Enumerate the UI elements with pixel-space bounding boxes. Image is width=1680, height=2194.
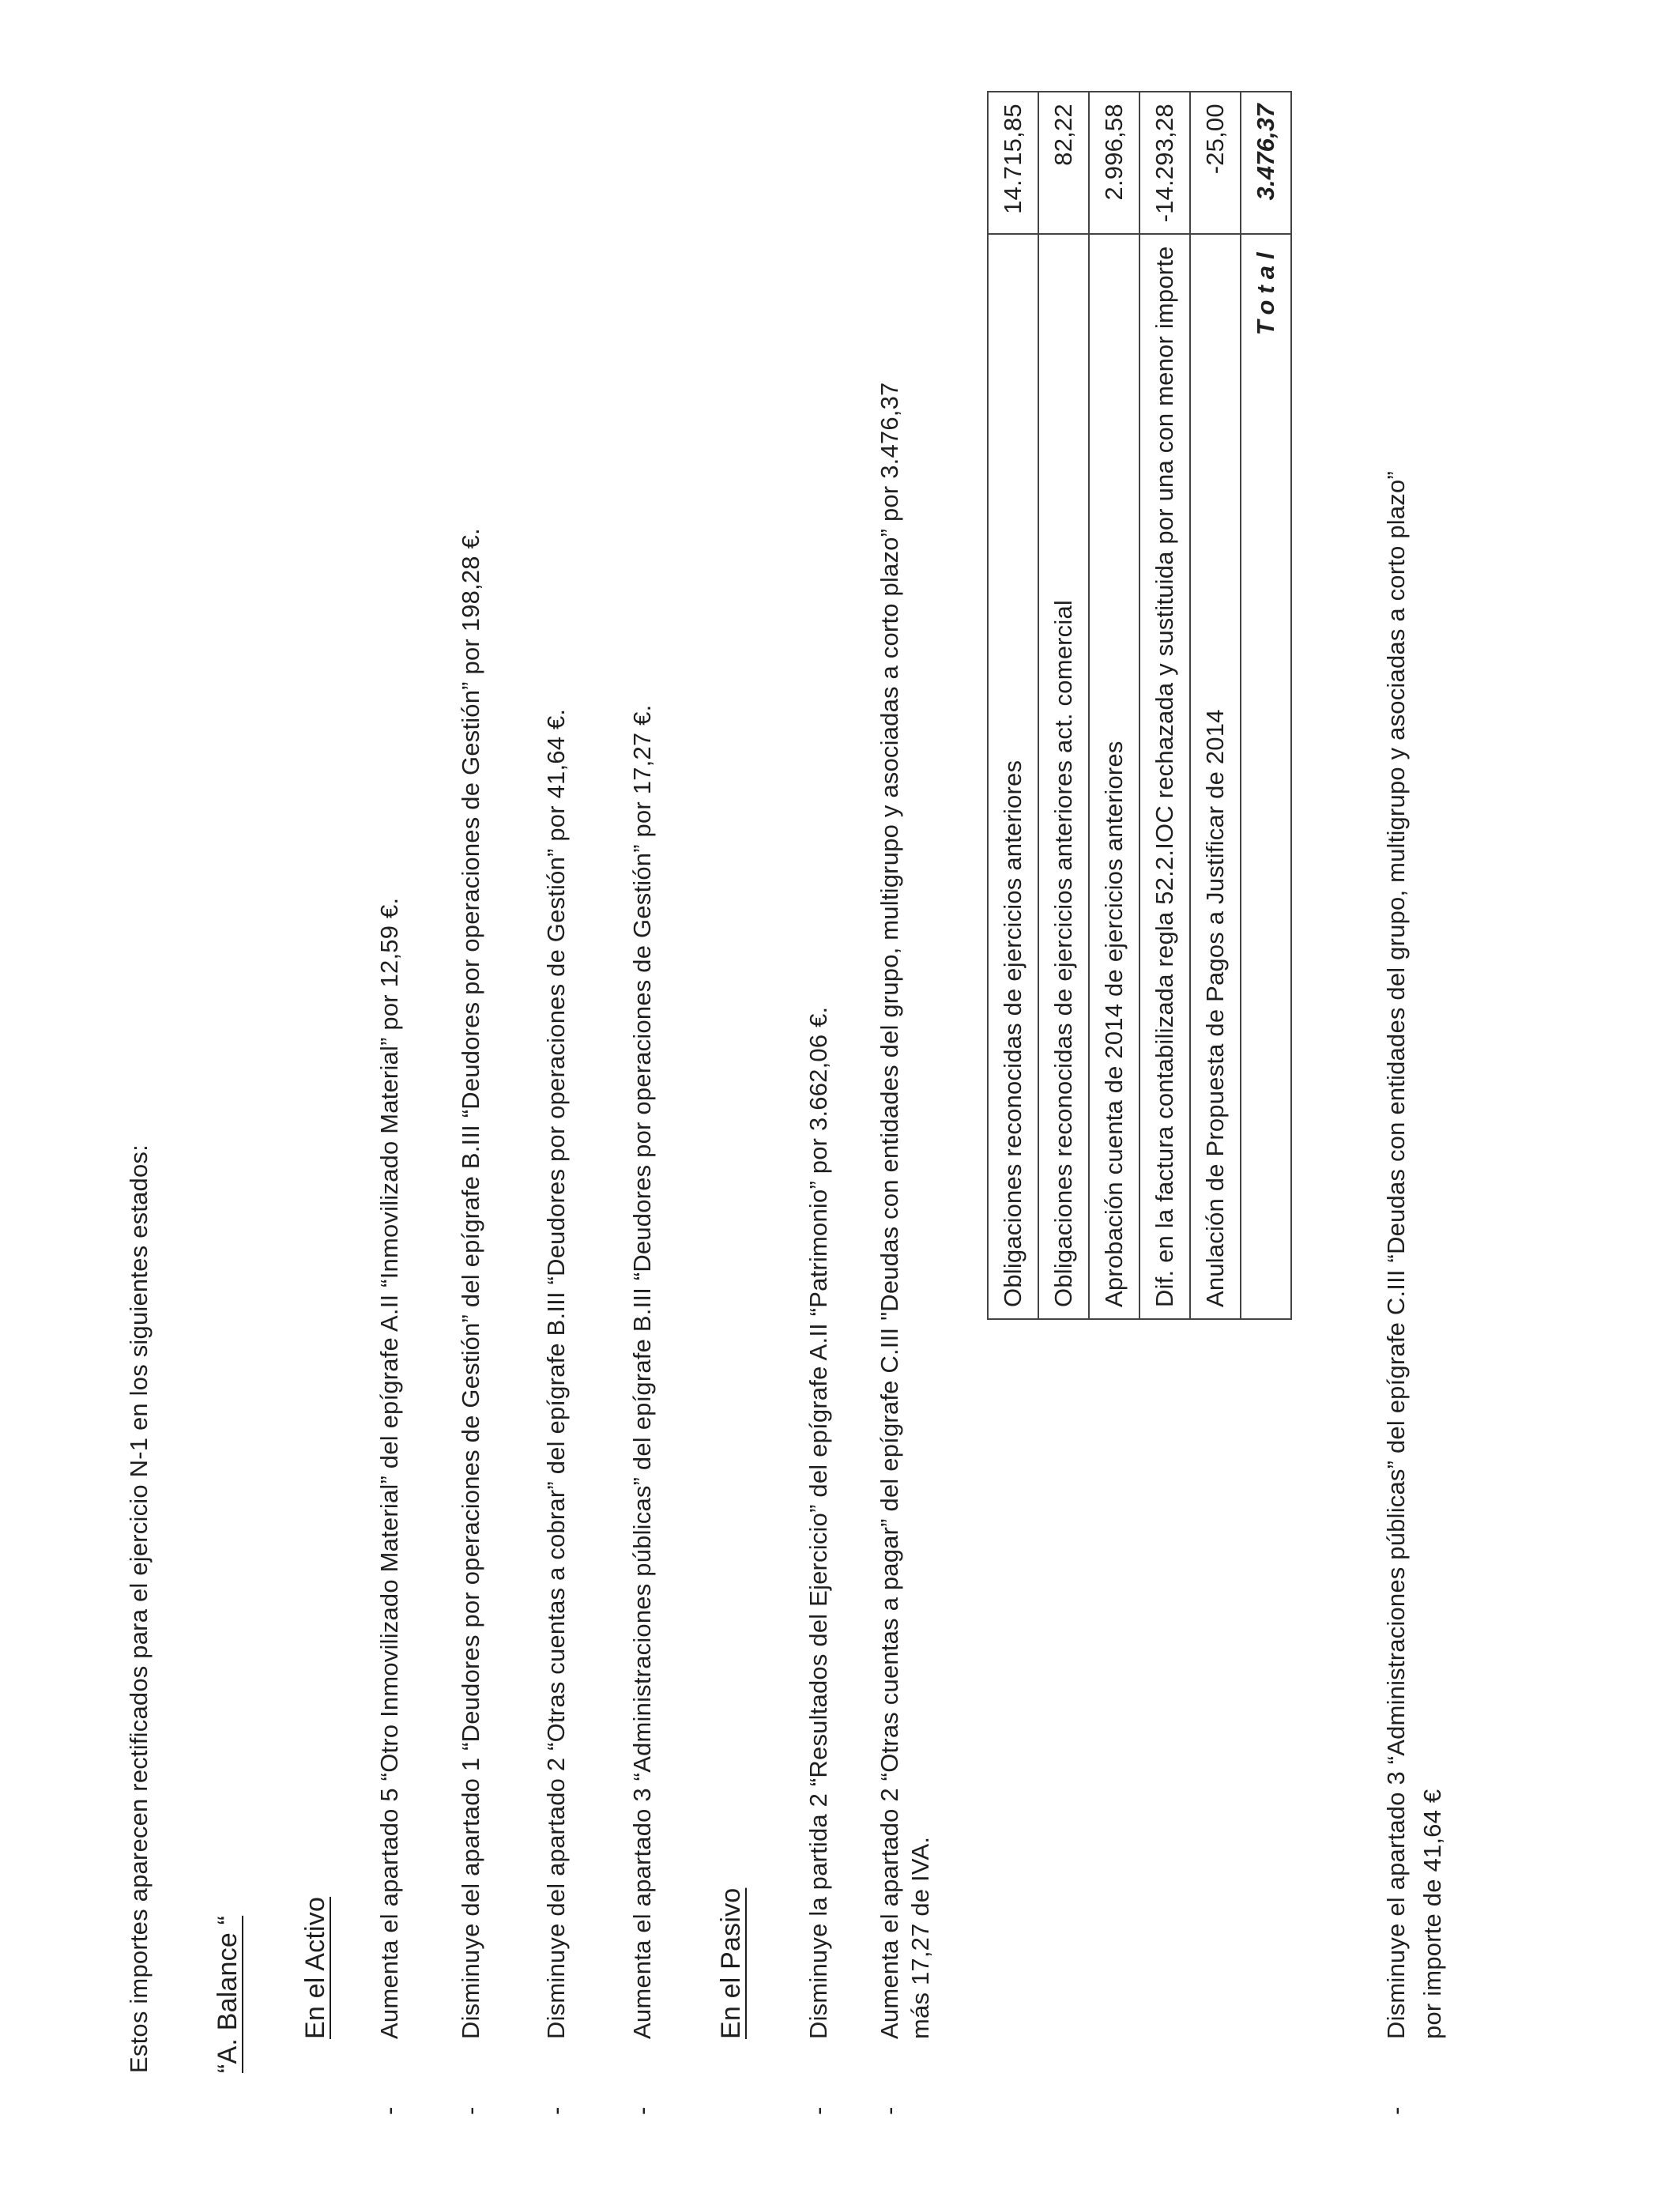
total-label: Total (1241, 234, 1291, 1319)
bullet-dash: - (542, 2106, 570, 2115)
table-row (1089, 92, 1139, 1319)
pasivo-heading: En el Pasivo (716, 1887, 746, 2039)
activo-item: Disminuye del apartado 1 “Deudores por operaciones de Gestión” del epígrafe B.III “Deudores por operaciones de Gestión” por 198,28 €. (457, 528, 484, 2039)
amount-cell: 2.996,58 (1089, 92, 1139, 234)
pasivo-item: Disminuye la partida 2 “Resultados del Ejercicio” del epígrafe A.II “Patrimonio” por 3.662,06 €. (804, 1006, 832, 2039)
amount-cell: -14.293,28 (1139, 92, 1190, 234)
intro-text: Estos importes aparecen rectificados para el ejercicio N-1 en los siguientes estados: (125, 1144, 153, 2073)
bullet-dash: - (457, 2106, 484, 2115)
bullet-dash: - (628, 2106, 656, 2115)
pasivo-item-line: más 17,27 de IVA. (906, 1836, 934, 2039)
concept-cell: Obligaciones reconocidas de ejercicios anteriores act. comercial (1038, 234, 1089, 1319)
concept-cell: Anulación de Propuesta de Pagos a Justificar de 2014 (1190, 234, 1241, 1319)
table-row (1038, 92, 1089, 1319)
table-row (1190, 92, 1241, 1319)
final-item-line: por importe de 41,64 € (1418, 1789, 1446, 2039)
amount-cell: -25,00 (1190, 92, 1241, 234)
amount-cell: 14.715,85 (988, 92, 1038, 234)
activo-item: Disminuye del apartado 2 “Otras cuentas a cobrar” del epígrafe B.III “Deudores por operaciones de Gestión” por 41,64 €. (542, 708, 570, 2039)
amount-cell: 82,22 (1038, 92, 1089, 234)
activo-heading: En el Activo (300, 1896, 330, 2039)
balance-heading: “A. Balance “ (213, 1915, 243, 2073)
concept-cell: Obligaciones reconocidas de ejercicios anteriores (988, 234, 1038, 1319)
table-row (988, 92, 1038, 1319)
bullet-dash: - (804, 2106, 832, 2115)
table-total-row (1241, 92, 1291, 1319)
concept-cell: Aprobación cuenta de 2014 de ejercicios anteriores (1089, 234, 1139, 1319)
total-amount: 3.476,37 (1241, 92, 1291, 234)
bullet-dash: - (876, 2106, 903, 2115)
bullet-dash: - (1382, 2106, 1410, 2115)
bullet-dash: - (375, 2106, 403, 2115)
pasivo-item-line: Aumenta el apartado 2 “Otras cuentas a pagar” del epígrafe C.III "Deudas con entidades del grupo, multigrupo y asociadas a corto plazo” por 3.476,37 (876, 382, 903, 2039)
activo-item: Aumenta el apartado 3 “Administraciones públicas” del epígrafe B.III “Deudores por operaciones de Gestión” por 17,27 €. (628, 704, 656, 2039)
final-item-line: Disminuye el apartado 3 “Administraciones públicas” del epígrafe C.III “Deudas con entidades del grupo, multigrupo y asociadas a corto plazo” (1382, 471, 1410, 2039)
table-row (1139, 92, 1190, 1319)
rectification-table (987, 91, 1292, 1320)
activo-item: Aumenta el apartado 5 “Otro Inmovilizado Material” del epígrafe A.II “Inmovilizado Material” por 12,59 €. (375, 897, 403, 2039)
concept-cell: Dif. en la factura contabilizada regla 52.2.IOC rechazada y sustituida por una con menor importe (1139, 234, 1190, 1319)
